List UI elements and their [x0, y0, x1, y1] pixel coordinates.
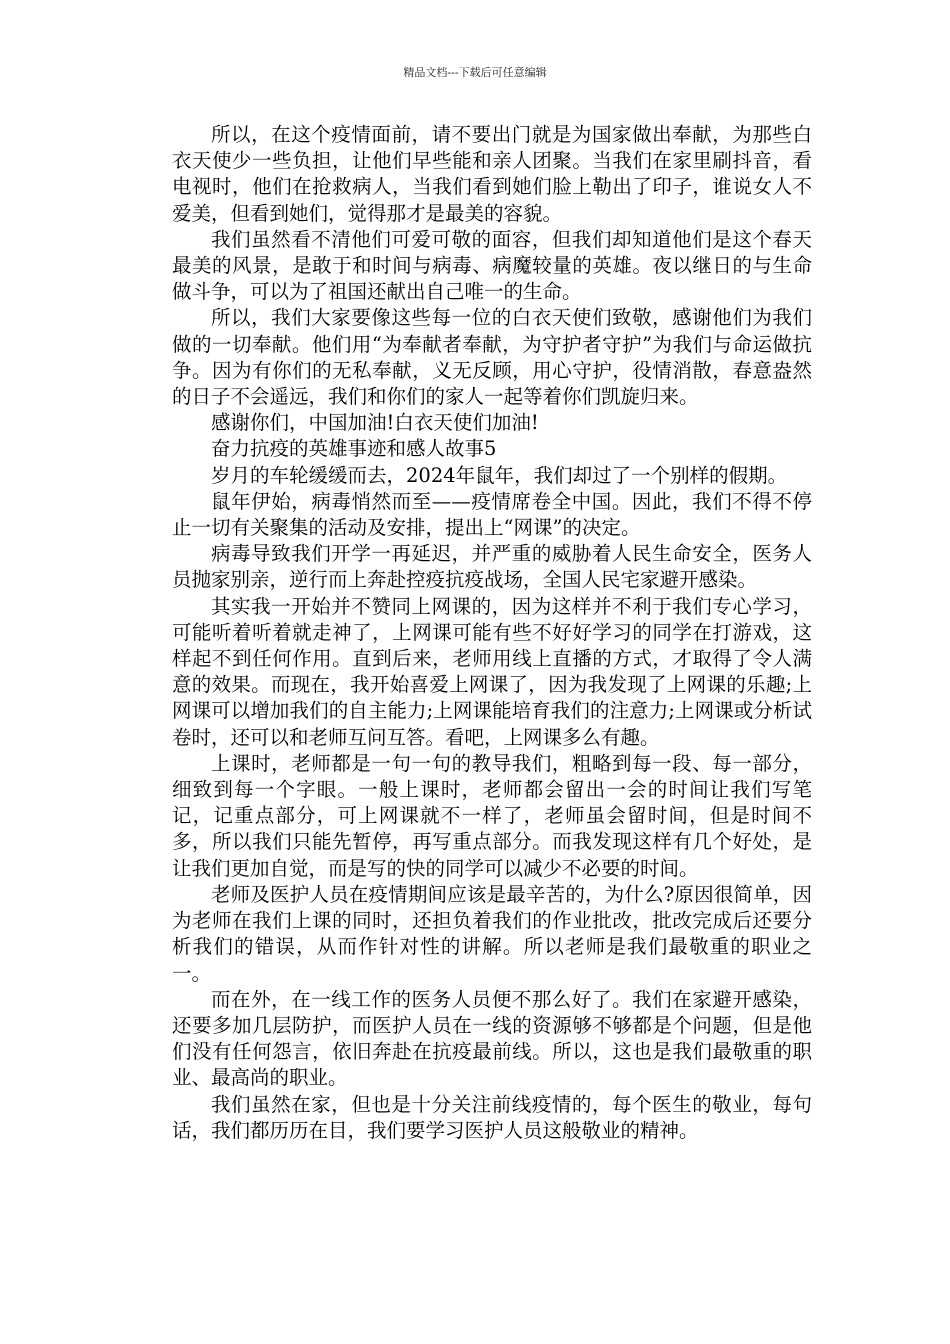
paragraph: 所以，我们大家要像这些每一位的白衣天使们致敬，感谢他们为我们做的一切奉献。他们用“为奉献者奉献，为守护者守护”为我们与命运做抗争。因为有你们的无私奉献，义无反顾，用心守护，役情消散，春意盎然的日子不会遥远，我们和你们的家人一起等着你们凯旋归来。 — [172, 306, 812, 409]
page-header: 精品文档---下载后可任意编辑 — [403, 66, 547, 79]
paragraph: 感谢你们，中国加油!白衣天使们加油! — [211, 411, 539, 435]
paragraph: 鼠年伊始，病毒悄然而至——疫情席卷全中国。因此，我们不得不停止一切有关聚集的活动及安排，提出上“网课”的决定。 — [172, 489, 812, 540]
document-body — [172, 122, 812, 1144]
paragraph: 我们虽然看不清他们可爱可敬的面容，但我们却知道他们是这个春天最美的风景，是敢于和时间与病毒、病魔较量的英雄。夜以继日的与生命做斗争，可以为了祖国还献出自己唯一的生命。 — [172, 227, 812, 304]
paragraph: 所以，在这个疫情面前，请不要出门就是为国家做出奉献，为那些白衣天使少一些负担，让他们早些能和亲人团聚。当我们在家里刷抖音，看电视时，他们在抢救病人，当我们看到她们脸上勒出了印子，谁说女人不爱美，但看到她们，觉得那才是最美的容貌。 — [172, 123, 812, 225]
section-title: 奋力抗疫的英雄事迹和感人故事5 — [211, 437, 497, 461]
paragraph: 我们虽然在家，但也是十分关注前线疫情的，每个医生的敬业，每句话，我们都历历在目，我们要学习医护人员这般敬业的精神。 — [172, 1092, 812, 1142]
paragraph: 岁月的车轮缓缓而去，2024年鼠年，我们却过了一个别样的假期。 — [211, 463, 788, 487]
paragraph: 而在外，在一线工作的医务人员便不那么好了。我们在家避开感染，还要多加几层防护，而医护人员在一线的资源够不够都是个问题，但是他们没有任何怨言，依旧奔赴在抗疫最前线。所以，这也是我们最敬重的职业、最高尚的职业。 — [172, 987, 812, 1090]
paragraph: 其实我一开始并不赞同上网课的，因为这样并不利于我们专心学习，可能听着听着就走神了，上网课可能有些不好好学习的同学在打游戏，这样起不到任何作用。直到后来，老师用线上直播的方式，才取得了令人满意的效果。而现在，我开始喜爱上网课了，因为我发现了上网课的乐趣;上网课可以增加我们的自主能力;上网课能培育我们的注意力;上网课或分析试卷时，还可以和老师互问互答。看吧，上网课多么有趣。 — [172, 594, 812, 749]
paragraph: 上课时，老师都是一句一句的教导我们，粗略到每一段、每一部分，细致到每一个字眼。一般上课时，老师都会留出一会的时间让我们写笔记，记重点部分，可上网课就不一样了，老师虽会留时间，但是时间不多，所以我们只能先暂停，再写重点部分。而我发现这样有几个好处，是让我们更加自觉，而是写的快的同学可以减少不必要的时间。 — [172, 751, 812, 880]
paragraph: 老师及医护人员在疫情期间应该是最辛苦的，为什么?原因很简单，因为老师在我们上课的同时，还担负着我们的作业批改，批改完成后还要分析我们的错误，从而作针对性的讲解。所以老师是我们最敬重的职业之一。 — [172, 882, 812, 985]
paragraph: 病毒导致我们开学一再延迟，并严重的威胁着人民生命安全，医务人员抛家别亲，逆行而上奔赴控疫抗疫战场，全国人民宅家避开感染。 — [172, 542, 812, 592]
